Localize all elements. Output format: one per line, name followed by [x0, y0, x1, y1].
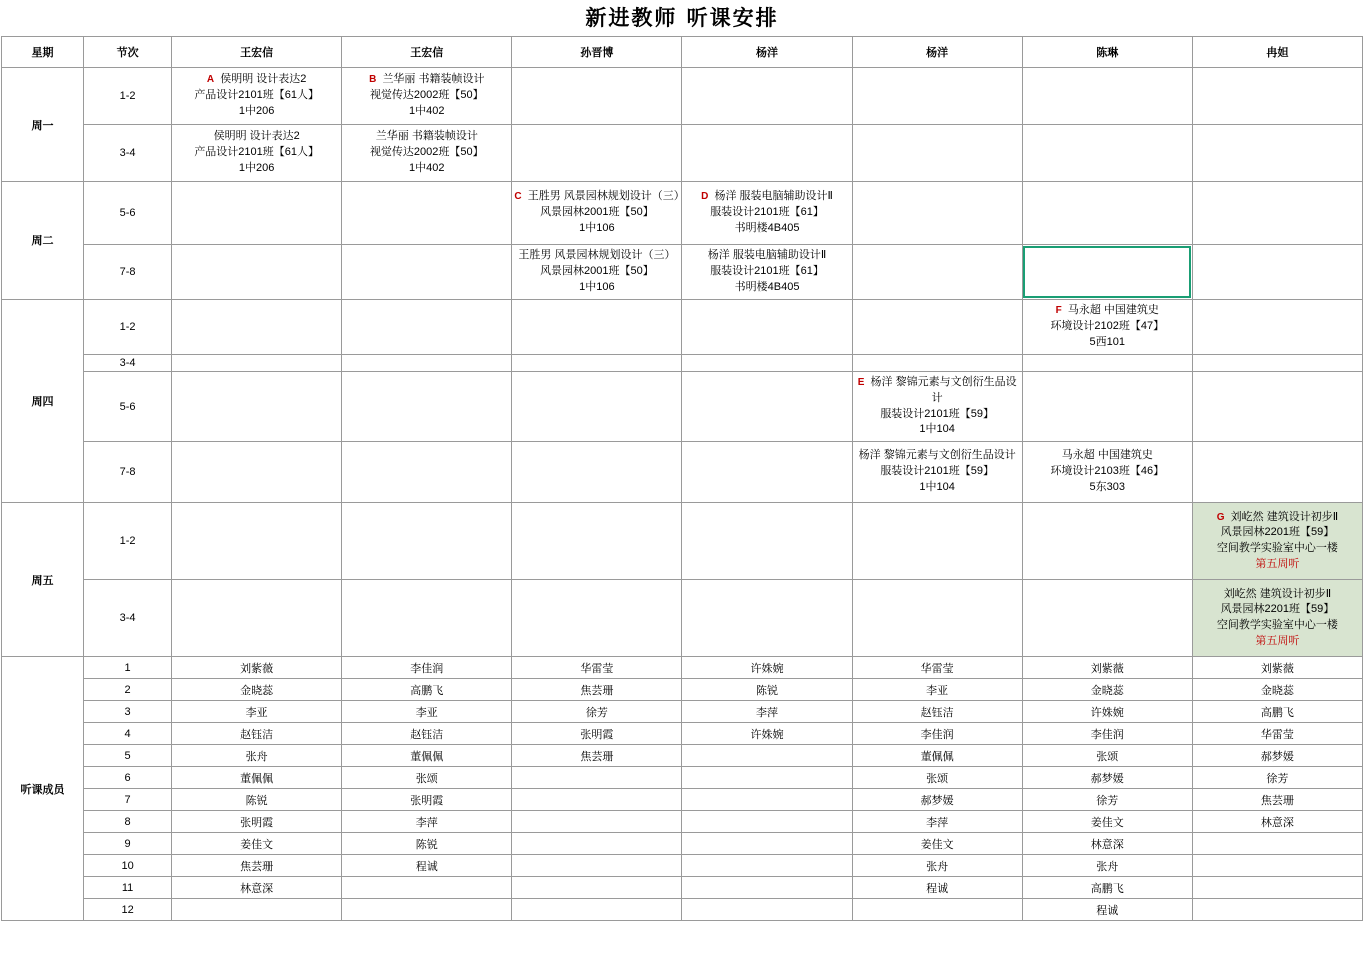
schedule-cell[interactable]: 马永超 中国建筑史 环境设计2103班【46】 5东303 — [1022, 442, 1192, 503]
member-index: 10 — [84, 855, 172, 877]
member-name[interactable] — [512, 789, 682, 811]
course-tag: G — [1216, 511, 1225, 523]
member-name[interactable]: 张明霞 — [342, 789, 512, 811]
schedule-cell[interactable]: A 侯明明 设计表达2 产品设计2101班【61人】 1中206 — [172, 68, 342, 125]
schedule-row — [2, 354, 1363, 371]
schedule-cell[interactable] — [172, 182, 342, 245]
member-name[interactable]: 高鹏飞 — [1022, 877, 1192, 899]
member-name[interactable]: 董佩佩 — [852, 745, 1022, 767]
schedule-cell[interactable] — [512, 125, 682, 182]
member-index: 11 — [84, 877, 172, 899]
member-name[interactable]: 林意深 — [172, 877, 342, 899]
schedule-cell[interactable] — [342, 299, 512, 354]
course-tag: C — [514, 191, 522, 203]
member-name[interactable]: 程诚 — [342, 855, 512, 877]
member-name[interactable]: 金晓蕊 — [1022, 679, 1192, 701]
member-row — [2, 657, 1363, 679]
member-name[interactable] — [512, 855, 682, 877]
member-name[interactable] — [682, 767, 852, 789]
schedule-cell[interactable] — [682, 580, 852, 657]
period-label: 1-2 — [84, 503, 172, 580]
member-index: 4 — [84, 723, 172, 745]
schedule-table — [1, 36, 1363, 921]
member-name[interactable] — [512, 899, 682, 921]
schedule-cell[interactable] — [682, 503, 852, 580]
member-name[interactable] — [852, 899, 1022, 921]
day-label: 周四 — [2, 299, 84, 503]
period-label: 5-6 — [84, 182, 172, 245]
member-name[interactable] — [682, 855, 852, 877]
member-name[interactable] — [682, 833, 852, 855]
schedule-cell[interactable] — [1022, 245, 1192, 300]
member-name[interactable]: 程诚 — [1022, 899, 1192, 921]
header-teacher-6: 冉妲 — [1192, 37, 1362, 68]
member-name[interactable]: 徐芳 — [512, 701, 682, 723]
member-name[interactable]: 张颂 — [1022, 745, 1192, 767]
schedule-cell[interactable] — [172, 371, 342, 442]
schedule-cell[interactable] — [1192, 371, 1362, 442]
member-name[interactable] — [682, 745, 852, 767]
schedule-cell[interactable] — [1022, 354, 1192, 371]
header-teacher-2: 孙晋博 — [512, 37, 682, 68]
member-index: 1 — [84, 657, 172, 679]
member-name[interactable]: 郝梦媛 — [1022, 767, 1192, 789]
schedule-row — [2, 182, 1363, 245]
schedule-cell[interactable] — [682, 354, 852, 371]
member-row — [2, 811, 1363, 833]
member-name[interactable] — [1192, 855, 1362, 877]
schedule-cell[interactable] — [512, 68, 682, 125]
member-name[interactable]: 焦芸珊 — [512, 745, 682, 767]
member-name[interactable] — [172, 899, 342, 921]
member-name[interactable] — [682, 811, 852, 833]
member-row — [2, 855, 1363, 877]
member-name[interactable]: 金晓蕊 — [1192, 679, 1362, 701]
member-name[interactable]: 李佳润 — [342, 657, 512, 679]
schedule-cell[interactable]: 刘屹然 建筑设计初步Ⅱ 风景园林2201班【59】 空间教学实验室中心一楼 第五周听 — [1192, 580, 1362, 657]
header-teacher-1: 王宏信 — [342, 37, 512, 68]
schedule-cell[interactable] — [342, 503, 512, 580]
member-index: 12 — [84, 899, 172, 921]
member-name[interactable]: 程诚 — [852, 877, 1022, 899]
member-name[interactable]: 李佳润 — [1022, 723, 1192, 745]
schedule-cell[interactable] — [1192, 182, 1362, 245]
member-index: 8 — [84, 811, 172, 833]
schedule-cell[interactable]: 侯明明 设计表达2 产品设计2101班【61人】 1中206 — [172, 125, 342, 182]
schedule-cell[interactable] — [1022, 371, 1192, 442]
schedule-cell[interactable] — [682, 442, 852, 503]
member-name[interactable] — [512, 767, 682, 789]
schedule-cell[interactable]: F 马永超 中国建筑史 环境设计2102班【47】 5西101 — [1022, 299, 1192, 354]
schedule-cell[interactable] — [852, 503, 1022, 580]
schedule-cell[interactable] — [1022, 580, 1192, 657]
member-name[interactable] — [1192, 833, 1362, 855]
member-row — [2, 745, 1363, 767]
member-name[interactable]: 李亚 — [172, 701, 342, 723]
schedule-cell[interactable] — [342, 371, 512, 442]
member-name[interactable]: 赵钰洁 — [852, 701, 1022, 723]
member-name[interactable]: 张颂 — [342, 767, 512, 789]
day-label: 周五 — [2, 503, 84, 657]
member-name[interactable]: 焦芸珊 — [1192, 789, 1362, 811]
member-row — [2, 679, 1363, 701]
schedule-cell[interactable] — [172, 354, 342, 371]
schedule-cell[interactable] — [512, 503, 682, 580]
member-name[interactable]: 林意深 — [1022, 833, 1192, 855]
member-row — [2, 899, 1363, 921]
member-name[interactable]: 李萍 — [342, 811, 512, 833]
schedule-row — [2, 503, 1363, 580]
schedule-cell[interactable] — [852, 580, 1022, 657]
member-name[interactable]: 李佳润 — [852, 723, 1022, 745]
member-index: 3 — [84, 701, 172, 723]
schedule-cell[interactable] — [172, 580, 342, 657]
schedule-cell[interactable] — [852, 68, 1022, 125]
course-tag: A — [206, 74, 215, 86]
schedule-cell[interactable] — [852, 182, 1022, 245]
member-name[interactable] — [512, 811, 682, 833]
header-day: 星期 — [2, 37, 84, 68]
day-label: 周一 — [2, 68, 84, 182]
schedule-row — [2, 580, 1363, 657]
member-name[interactable] — [342, 877, 512, 899]
schedule-cell[interactable] — [172, 299, 342, 354]
course-tag: B — [369, 74, 377, 86]
member-name[interactable]: 徐芳 — [1192, 767, 1362, 789]
period-label: 3-4 — [84, 354, 172, 371]
schedule-cell[interactable] — [1192, 442, 1362, 503]
schedule-cell[interactable]: E 杨洋 黎锦元素与文创衍生品设计 服装设计2101班【59】 1中104 — [852, 371, 1022, 442]
member-name[interactable]: 李亚 — [852, 679, 1022, 701]
schedule-cell[interactable]: D 杨洋 服装电脑辅助设计Ⅱ 服装设计2101班【61】 书明楼4B405 — [682, 182, 852, 245]
schedule-cell[interactable] — [852, 299, 1022, 354]
course-tag: E — [857, 376, 865, 388]
member-index: 6 — [84, 767, 172, 789]
member-name[interactable]: 高鹏飞 — [342, 679, 512, 701]
schedule-cell[interactable]: 兰华丽 书籍装帧设计 视觉传达2002班【50】 1中402 — [342, 125, 512, 182]
header-teacher-3: 杨洋 — [682, 37, 852, 68]
schedule-cell[interactable] — [852, 354, 1022, 371]
member-name[interactable]: 赵钰洁 — [172, 723, 342, 745]
member-name[interactable] — [512, 833, 682, 855]
schedule-cell[interactable] — [172, 503, 342, 580]
member-row — [2, 723, 1363, 745]
schedule-cell[interactable] — [1192, 68, 1362, 125]
member-name[interactable]: 徐芳 — [1022, 789, 1192, 811]
member-name[interactable]: 姜佳文 — [852, 833, 1022, 855]
member-name[interactable]: 姜佳文 — [172, 833, 342, 855]
schedule-cell[interactable] — [172, 442, 342, 503]
schedule-row — [2, 442, 1363, 503]
member-row — [2, 833, 1363, 855]
member-name[interactable]: 张颂 — [852, 767, 1022, 789]
member-name[interactable]: 张舟 — [172, 745, 342, 767]
member-name[interactable] — [682, 899, 852, 921]
member-name[interactable]: 陈锐 — [172, 789, 342, 811]
member-name[interactable]: 郝梦媛 — [852, 789, 1022, 811]
member-name[interactable]: 焦芸珊 — [172, 855, 342, 877]
schedule-cell[interactable] — [1192, 354, 1362, 371]
member-name[interactable]: 姜佳文 — [1022, 811, 1192, 833]
page-title: 新进教师 听课安排 — [585, 6, 779, 30]
schedule-cell[interactable]: C 王胜男 风景园林规划设计（三） 风景园林2001班【50】 1中106 — [512, 182, 682, 245]
member-name[interactable]: 郝梦媛 — [1192, 745, 1362, 767]
member-name[interactable]: 陈锐 — [682, 679, 852, 701]
schedule-cell[interactable] — [682, 68, 852, 125]
member-name[interactable]: 李萍 — [852, 811, 1022, 833]
schedule-cell[interactable] — [852, 125, 1022, 182]
schedule-cell[interactable] — [852, 245, 1022, 300]
period-label: 5-6 — [84, 371, 172, 442]
schedule-cell[interactable] — [342, 245, 512, 300]
schedule-cell[interactable] — [342, 442, 512, 503]
member-name[interactable] — [1192, 899, 1362, 921]
schedule-cell[interactable] — [512, 580, 682, 657]
header-period: 节次 — [84, 37, 172, 68]
member-row — [2, 877, 1363, 899]
member-name[interactable]: 李亚 — [342, 701, 512, 723]
member-name[interactable]: 金晓蕊 — [172, 679, 342, 701]
member-index: 5 — [84, 745, 172, 767]
member-name[interactable]: 许姝婉 — [682, 657, 852, 679]
schedule-cell[interactable]: 杨洋 服装电脑辅助设计Ⅱ 服装设计2101班【61】 书明楼4B405 — [682, 245, 852, 300]
member-name[interactable]: 高鹏飞 — [1192, 701, 1362, 723]
period-label: 7-8 — [84, 442, 172, 503]
period-label: 3-4 — [84, 580, 172, 657]
period-label: 7-8 — [84, 245, 172, 300]
member-row — [2, 789, 1363, 811]
schedule-cell[interactable] — [1022, 125, 1192, 182]
member-name[interactable] — [1192, 877, 1362, 899]
table-header-row — [2, 37, 1363, 68]
day-label: 周二 — [2, 182, 84, 300]
schedule-cell[interactable] — [512, 354, 682, 371]
header-teacher-5: 陈琳 — [1022, 37, 1192, 68]
schedule-cell[interactable] — [512, 371, 682, 442]
member-index: 9 — [84, 833, 172, 855]
schedule-row — [2, 245, 1363, 300]
schedule-cell[interactable] — [682, 125, 852, 182]
member-name[interactable] — [682, 877, 852, 899]
members-label: 听课成员 — [2, 657, 84, 921]
schedule-cell[interactable]: 王胜男 风景园林规划设计（三） 风景园林2001班【50】 1中106 — [512, 245, 682, 300]
schedule-cell[interactable] — [1192, 125, 1362, 182]
header-teacher-0: 王宏信 — [172, 37, 342, 68]
period-label: 3-4 — [84, 125, 172, 182]
member-name[interactable]: 华雷莹 — [1192, 723, 1362, 745]
schedule-row — [2, 68, 1363, 125]
member-name[interactable]: 董佩佩 — [172, 767, 342, 789]
schedule-cell[interactable] — [1022, 182, 1192, 245]
schedule-cell[interactable] — [682, 371, 852, 442]
schedule-cell[interactable] — [342, 580, 512, 657]
period-label: 1-2 — [84, 68, 172, 125]
member-name[interactable]: 刘紫薇 — [1022, 657, 1192, 679]
member-name[interactable]: 陈锐 — [342, 833, 512, 855]
member-name[interactable] — [512, 877, 682, 899]
member-name[interactable]: 林意深 — [1192, 811, 1362, 833]
header-teacher-4: 杨洋 — [852, 37, 1022, 68]
schedule-cell[interactable] — [1022, 503, 1192, 580]
member-name[interactable]: 华雷莹 — [852, 657, 1022, 679]
schedule-cell[interactable] — [342, 354, 512, 371]
schedule-cell[interactable] — [172, 245, 342, 300]
member-name[interactable]: 赵钰洁 — [342, 723, 512, 745]
schedule-row — [2, 125, 1363, 182]
member-name[interactable]: 李萍 — [682, 701, 852, 723]
member-name[interactable]: 张明霞 — [512, 723, 682, 745]
member-name[interactable]: 华雷莹 — [512, 657, 682, 679]
member-name[interactable]: 张舟 — [1022, 855, 1192, 877]
week-note: 第五周听 — [1255, 558, 1300, 571]
schedule-cell[interactable]: B 兰华丽 书籍装帧设计 视觉传达2002班【50】 1中402 — [342, 68, 512, 125]
schedule-cell[interactable] — [512, 299, 682, 354]
schedule-cell[interactable] — [1192, 299, 1362, 354]
member-name[interactable]: 张明霞 — [172, 811, 342, 833]
member-name[interactable]: 刘紫薇 — [172, 657, 342, 679]
member-row — [2, 767, 1363, 789]
week-note: 第五周听 — [1255, 635, 1300, 648]
course-tag: D — [701, 191, 709, 203]
schedule-row — [2, 299, 1363, 354]
member-name[interactable]: 许姝婉 — [1022, 701, 1192, 723]
period-label: 1-2 — [84, 299, 172, 354]
member-row — [2, 701, 1363, 723]
schedule-cell[interactable] — [1022, 68, 1192, 125]
member-name[interactable]: 许姝婉 — [682, 723, 852, 745]
member-index: 7 — [84, 789, 172, 811]
schedule-cell[interactable]: 杨洋 黎锦元素与文创衍生品设计 服装设计2101班【59】 1中104 — [852, 442, 1022, 503]
schedule-row — [2, 371, 1363, 442]
schedule-cell[interactable] — [512, 442, 682, 503]
schedule-cell[interactable]: G 刘屹然 建筑设计初步Ⅱ 风景园林2201班【59】 空间教学实验室中心一楼 第五周听 — [1192, 503, 1362, 580]
member-name[interactable]: 焦芸珊 — [512, 679, 682, 701]
member-name[interactable] — [682, 789, 852, 811]
schedule-cell[interactable] — [682, 299, 852, 354]
schedule-cell[interactable] — [342, 182, 512, 245]
schedule-body — [2, 37, 1363, 921]
member-index: 2 — [84, 679, 172, 701]
member-name[interactable]: 张舟 — [852, 855, 1022, 877]
member-name[interactable] — [342, 899, 512, 921]
member-name[interactable]: 刘紫薇 — [1192, 657, 1362, 679]
schedule-cell[interactable] — [1192, 245, 1362, 300]
member-name[interactable]: 董佩佩 — [342, 745, 512, 767]
course-tag: F — [1055, 304, 1062, 316]
